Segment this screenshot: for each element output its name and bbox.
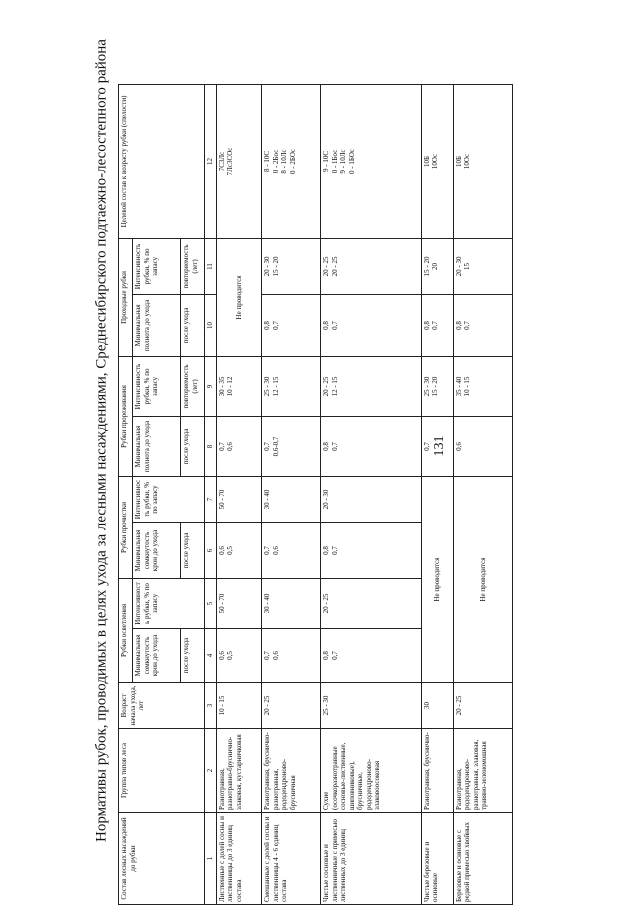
table-row (262, 84, 321, 904)
header-intensity-3: Интенсивность рубки, % по запасу (133, 356, 181, 416)
col-num: 3 (205, 683, 217, 729)
col-num: 5 (205, 578, 217, 628)
header-passing: Проходные рубки (119, 238, 133, 356)
header-intensity: Интенсивность рубки, % по запасу (133, 578, 205, 628)
cell-composition: Березовые и осиновые с редкой примесью хвойных (453, 813, 512, 905)
col-num: 12 (205, 84, 217, 238)
cell-value: 0,6 0,5 (216, 522, 262, 578)
cell-forest-group: Разнотравная, бруснично- (421, 729, 453, 813)
header-clearing: Рубки прореживания (119, 356, 133, 476)
header-intensity-4: Интенсивность рубки, % по запасу (133, 238, 181, 294)
header-target: Целевой состав к возрасту рубки (спелости) (119, 84, 205, 238)
cell-value: 25 - 30 12 - 15 (262, 356, 321, 416)
col-num: 4 (205, 629, 217, 683)
cell-value: 35 - 40 10 - 15 (453, 356, 512, 416)
header-repeat: повторяемость (лет) (181, 356, 205, 416)
cell-value: 0,8 0,7 (262, 294, 321, 356)
header-after-4: после ухода (181, 294, 205, 356)
cell-target: 10Б 10Ос (453, 84, 512, 238)
cell-value: 0,8 0,7 (321, 629, 421, 683)
cell-value: 0,8 0,7 (421, 294, 453, 356)
col-num: 10 (205, 294, 217, 356)
table-row (453, 84, 512, 904)
cell-value: 50 - 70 (216, 476, 262, 522)
cell-value: 0,6 0,5 (216, 629, 262, 683)
cell-not-conducted: Не проводится (421, 476, 453, 682)
cell-value: 50 - 70 (216, 578, 262, 628)
cell-value: 30 - 40 (262, 578, 321, 628)
cell-forest-group: Разнотравная, разнотравно-бруснично-злаковая, кустарничковая (216, 729, 262, 813)
cell-forest-group: Разнотравная, бруснично-разнотравная, рододендроново-брусничная (262, 729, 321, 813)
cell-age: 30 (421, 683, 453, 729)
cell-value: 0,8 0,7 (321, 294, 421, 356)
cell-forest-group: Сухие (осочкоразнотравные сосновые-лиственные, шиповниковые), брусничные, рододендроново-злаковоосоковая (321, 729, 421, 813)
cell-value: 20 - 25 20 - 25 (321, 238, 421, 294)
cell-value: 0,7 0,6 (262, 522, 321, 578)
cell-composition: Лиственные с долей сосны и лиственницы до 3 единиц состава (216, 813, 262, 905)
cell-value: 20 - 30 15 - 20 (262, 238, 321, 294)
cell-value: 0,7 0,6 (216, 416, 262, 476)
cell-age: 20 - 25 (453, 683, 512, 729)
cell-value: 0,8 0,7 (453, 294, 512, 356)
cell-age: 10 - 15 (216, 683, 262, 729)
cell-age: 20 - 25 (262, 683, 321, 729)
table-row (421, 84, 453, 904)
header-lightening: Рубки осветления (119, 578, 133, 682)
cell-age: 25 - 30 (321, 683, 421, 729)
column-numbers-row (205, 84, 217, 904)
cell-value: 20 - 25 12 - 15 (321, 356, 421, 416)
header-age: Возраст начала ухода, лет (119, 683, 205, 729)
col-num: 2 (205, 729, 217, 813)
header-after: после ухода (181, 629, 205, 683)
header-min-completeness: Минимальная полнота до ухода (133, 416, 181, 476)
header-min-completeness-2: Минимальная полнота до ухода (133, 294, 181, 356)
rotated-table-container (118, 85, 513, 905)
col-num: 8 (205, 416, 217, 476)
header-after-3: после ухода (181, 416, 205, 476)
cell-target: 7С3Лс 7Лс3СОс (216, 84, 262, 238)
col-num: 11 (205, 238, 217, 294)
cell-value: 30 - 40 (262, 476, 321, 522)
cell-target: 9 - 10С 0 - 1Бос 9 - 10Лс 0 - 1БОс (321, 84, 421, 238)
cell-value: 0,7 0,6-0,7 (262, 416, 321, 476)
header-intensity-2: Интенсивность рубки, % по запасу (133, 476, 205, 522)
page-number: 131 (432, 435, 447, 457)
table-row (321, 84, 421, 904)
cell-value: 20 - 30 15 (453, 238, 512, 294)
cell-target: 8 - 10С 0 - 2Бос 8 - 10Лс 0 - 2БОс (262, 84, 321, 238)
cell-value: 0,8 0,7 (321, 522, 421, 578)
col-num: 6 (205, 522, 217, 578)
document-title: Нормативы рубок, проводимых в целях ухода за лесными насаждениями, Среднесибирского подтаежно-лесостепного района (93, 39, 110, 842)
cell-value: 20 - 25 (321, 578, 421, 628)
cell-composition: Чистые березовые и осиновые (421, 813, 453, 905)
cell-target: 10Б 10Ос (421, 84, 453, 238)
cell-not-conducted: Не проводится (216, 238, 262, 356)
header-row-1 (119, 84, 133, 904)
cell-value: 0,6 (453, 416, 512, 476)
table-row (216, 84, 262, 904)
cell-value: 0,7 0,6 (262, 629, 321, 683)
header-repeat-2: повторяемость (лет) (181, 238, 205, 294)
header-min-crown: Минимальная сомкнутость крон до ухода (133, 629, 181, 683)
cell-value: 15 - 20 20 (421, 238, 453, 294)
cell-value: 0,7 (421, 416, 453, 476)
cell-value: 30 - 35 10 - 12 (216, 356, 262, 416)
cell-not-conducted: Не проводится (453, 476, 512, 682)
cell-value: 0,8 0,7 (321, 416, 421, 476)
cell-composition: Чистые сосновые и лиственничные с примесью лиственных до 3 единиц (321, 813, 421, 905)
header-thinning: Рубки прочистки (119, 476, 133, 578)
col-num: 7 (205, 476, 217, 522)
cell-value: 20 - 30 (321, 476, 421, 522)
header-forest-group: Группа типов леса (119, 729, 205, 813)
header-composition: Состав лесных насаждений до рубки (119, 813, 205, 905)
col-num: 1 (205, 813, 217, 905)
col-num: 9 (205, 356, 217, 416)
header-min-crown-2: Минимальная сомкнутость крон до ухода (133, 522, 181, 578)
cell-forest-group: Разнотравная, рододендроново-разнотравная, злаковая, травяно-зеленомошная (453, 729, 512, 813)
cell-value: 25 - 30 15 - 20 (421, 356, 453, 416)
header-after-2: после ухода (181, 522, 205, 578)
norms-table (118, 84, 513, 905)
cell-composition: Смешанные с долей сосны и лиственницы 4 - 6 единиц состава (262, 813, 321, 905)
